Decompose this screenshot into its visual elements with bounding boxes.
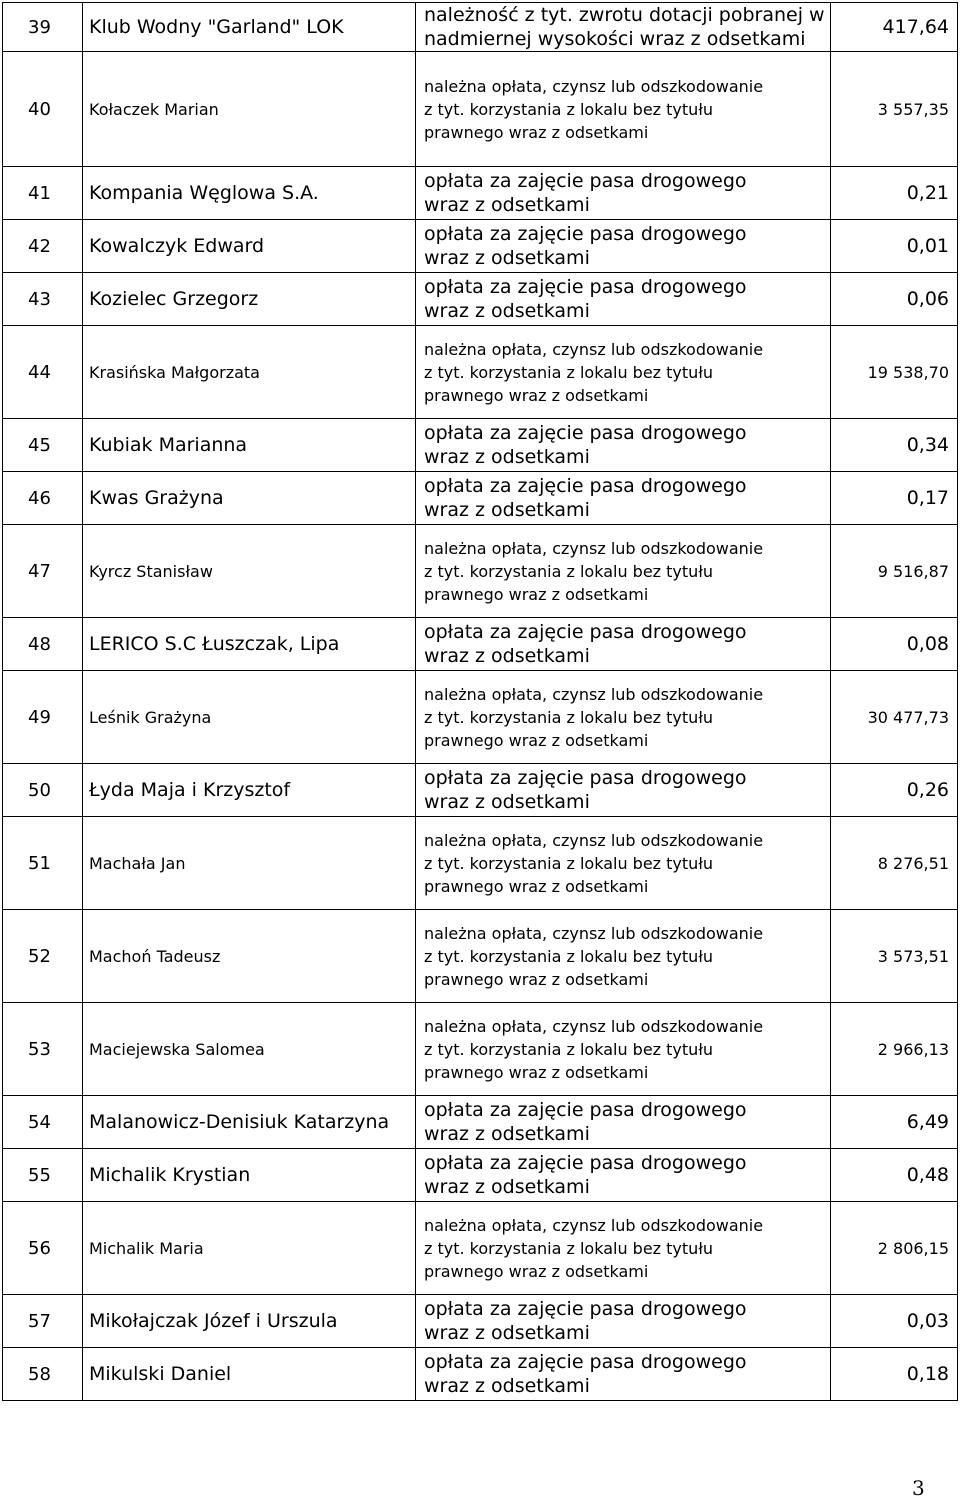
debt-description-line: wraz z odsetkami	[424, 791, 590, 813]
debt-description-line: z tyt. korzystania z lokalu bez tytułu	[424, 707, 713, 727]
debt-amount: 6,49	[831, 1096, 958, 1149]
debt-description-line: należna opłata, czynsz lub odszkodowanie	[424, 923, 764, 943]
debt-description	[416, 910, 831, 1003]
debt-description-line: wraz z odsetkami	[424, 300, 590, 322]
row-number: 57	[3, 1295, 83, 1348]
debtor-name: Leśnik Grażyna	[83, 671, 416, 764]
debt-description-line: z tyt. korzystania z lokalu bez tytułu	[424, 946, 713, 966]
debt-amount: 0,08	[831, 618, 958, 671]
debt-description-line: należna opłata, czynsz lub odszkodowanie	[424, 830, 764, 850]
debt-description	[416, 671, 831, 764]
debt-description	[416, 1202, 831, 1295]
debt-description-line: należna opłata, czynsz lub odszkodowanie	[424, 1016, 764, 1036]
debt-description-line: należna opłata, czynsz lub odszkodowanie	[424, 1215, 764, 1235]
debt-amount: 2 806,15	[831, 1202, 958, 1295]
table-row	[3, 817, 958, 910]
debt-description	[416, 1149, 831, 1202]
debtor-name: Kompania Węglowa S.A.	[83, 167, 416, 220]
row-number: 50	[3, 764, 83, 817]
debtor-name: Mikulski Daniel	[83, 1348, 416, 1401]
debt-description-line: opłata za zajęcie pasa drogowego	[424, 475, 747, 497]
row-number: 43	[3, 273, 83, 326]
debt-description	[416, 273, 831, 326]
debt-description	[416, 817, 831, 910]
debt-amount: 0,48	[831, 1149, 958, 1202]
debt-description-line: opłata za zajęcie pasa drogowego	[424, 1351, 747, 1373]
debt-description	[416, 52, 831, 167]
debt-amount: 0,03	[831, 1295, 958, 1348]
debtor-name: Malanowicz-Denisiuk Katarzyna	[83, 1096, 416, 1149]
debt-description-line: opłata za zajęcie pasa drogowego	[424, 1099, 747, 1121]
debt-description-line: wraz z odsetkami	[424, 1375, 590, 1397]
debtor-name: Michalik Krystian	[83, 1149, 416, 1202]
debt-description-line: należna opłata, czynsz lub odszkodowanie	[424, 76, 764, 96]
row-number: 41	[3, 167, 83, 220]
debtor-name: Kowalczyk Edward	[83, 220, 416, 273]
debt-description-line: prawnego wraz z odsetkami	[424, 1062, 649, 1082]
debt-description-line: wraz z odsetkami	[424, 645, 590, 667]
debt-amount: 0,26	[831, 764, 958, 817]
row-number: 51	[3, 817, 83, 910]
debt-amount: 0,06	[831, 273, 958, 326]
debtor-name: Krasińska Małgorzata	[83, 326, 416, 419]
debt-description-line: należna opłata, czynsz lub odszkodowanie	[424, 538, 764, 558]
debtor-name: Machoń Tadeusz	[83, 910, 416, 1003]
table-row	[3, 472, 958, 525]
debt-description	[416, 1003, 831, 1096]
row-number: 49	[3, 671, 83, 764]
debt-description-line: opłata za zajęcie pasa drogowego	[424, 276, 747, 298]
debt-amount: 2 966,13	[831, 1003, 958, 1096]
debt-description-line: wraz z odsetkami	[424, 499, 590, 521]
debt-description-line: prawnego wraz z odsetkami	[424, 385, 649, 405]
debt-description-line: prawnego wraz z odsetkami	[424, 584, 649, 604]
row-number: 55	[3, 1149, 83, 1202]
debtor-name: Machała Jan	[83, 817, 416, 910]
row-number: 42	[3, 220, 83, 273]
debt-description-line: wraz z odsetkami	[424, 247, 590, 269]
debt-description-line: wraz z odsetkami	[424, 446, 590, 468]
debt-description	[416, 419, 831, 472]
debt-description-line: z tyt. korzystania z lokalu bez tytułu	[424, 1238, 713, 1258]
debt-amount: 3 573,51	[831, 910, 958, 1003]
debt-description	[416, 1096, 831, 1149]
debt-description-line: opłata za zajęcie pasa drogowego	[424, 223, 747, 245]
debtor-name: Maciejewska Salomea	[83, 1003, 416, 1096]
table-row	[3, 525, 958, 618]
debt-description-line: prawnego wraz z odsetkami	[424, 1261, 649, 1281]
debt-description	[416, 167, 831, 220]
debt-description-line: opłata za zajęcie pasa drogowego	[424, 1298, 747, 1320]
debt-amount: 0,17	[831, 472, 958, 525]
debt-description-line: opłata za zajęcie pasa drogowego	[424, 1152, 747, 1174]
debt-description-line: opłata za zajęcie pasa drogowego	[424, 170, 747, 192]
debt-description	[416, 525, 831, 618]
debt-amount: 0,34	[831, 419, 958, 472]
debt-amount: 9 516,87	[831, 525, 958, 618]
debtor-name: Michalik Maria	[83, 1202, 416, 1295]
debt-description-line: z tyt. korzystania z lokalu bez tytułu	[424, 561, 713, 581]
debt-description-line: prawnego wraz z odsetkami	[424, 122, 649, 142]
debt-description-line: z tyt. korzystania z lokalu bez tytułu	[424, 1039, 713, 1059]
debt-description	[416, 764, 831, 817]
debtor-name: Kyrcz Stanisław	[83, 525, 416, 618]
row-number: 45	[3, 419, 83, 472]
debt-description-line: prawnego wraz z odsetkami	[424, 730, 649, 750]
table-row	[3, 419, 958, 472]
table-row	[3, 1003, 958, 1096]
table-row	[3, 326, 958, 419]
debtor-name: LERICO S.C Łuszczak, Lipa	[83, 618, 416, 671]
table-row	[3, 167, 958, 220]
debt-description-line: z tyt. korzystania z lokalu bez tytułu	[424, 853, 713, 873]
debtor-name: Mikołajczak Józef i Urszula	[83, 1295, 416, 1348]
debt-description-line: należna opłata, czynsz lub odszkodowanie	[424, 339, 764, 359]
debt-description-line: opłata za zajęcie pasa drogowego	[424, 621, 747, 643]
row-number: 40	[3, 52, 83, 167]
debt-amount: 30 477,73	[831, 671, 958, 764]
debt-description	[416, 618, 831, 671]
debt-amount: 417,64	[831, 3, 958, 52]
table-row	[3, 1202, 958, 1295]
debt-description-line: wraz z odsetkami	[424, 1176, 590, 1198]
debtors-table-body	[3, 3, 958, 1401]
debt-amount: 3 557,35	[831, 52, 958, 167]
debt-description-line: z tyt. korzystania z lokalu bez tytułu	[424, 99, 713, 119]
debtor-name: Kołaczek Marian	[83, 52, 416, 167]
debt-description	[416, 3, 831, 52]
debtor-name: Łyda Maja i Krzysztof	[83, 764, 416, 817]
table-row	[3, 618, 958, 671]
row-number: 46	[3, 472, 83, 525]
table-row	[3, 910, 958, 1003]
row-number: 47	[3, 525, 83, 618]
debt-description-line: wraz z odsetkami	[424, 1123, 590, 1145]
debt-description-line: wraz z odsetkami	[424, 194, 590, 216]
table-row	[3, 1096, 958, 1149]
debtor-name: Kozielec Grzegorz	[83, 273, 416, 326]
row-number: 56	[3, 1202, 83, 1295]
row-number: 58	[3, 1348, 83, 1401]
debt-amount: 19 538,70	[831, 326, 958, 419]
debt-description-line: opłata za zajęcie pasa drogowego	[424, 767, 747, 789]
debt-amount: 8 276,51	[831, 817, 958, 910]
debt-description	[416, 472, 831, 525]
table-row	[3, 1149, 958, 1202]
row-number: 48	[3, 618, 83, 671]
table-row	[3, 3, 958, 52]
debt-description-line: z tyt. korzystania z lokalu bez tytułu	[424, 362, 713, 382]
table-row	[3, 52, 958, 167]
debt-description-line: należność z tyt. zwrotu dotacji pobranej w	[424, 4, 825, 26]
debt-amount: 0,01	[831, 220, 958, 273]
debtors-table	[2, 2, 958, 1401]
debt-amount: 0,18	[831, 1348, 958, 1401]
row-number: 52	[3, 910, 83, 1003]
debtor-name: Kubiak Marianna	[83, 419, 416, 472]
row-number: 44	[3, 326, 83, 419]
row-number: 53	[3, 1003, 83, 1096]
debt-description-line: należna opłata, czynsz lub odszkodowanie	[424, 684, 764, 704]
table-row	[3, 273, 958, 326]
debtor-name: Klub Wodny "Garland" LOK	[83, 3, 416, 52]
debt-description-line: opłata za zajęcie pasa drogowego	[424, 422, 747, 444]
table-row	[3, 764, 958, 817]
table-row	[3, 220, 958, 273]
debt-description-line: nadmiernej wysokości wraz z odsetkami	[424, 28, 806, 50]
debt-description-line: prawnego wraz z odsetkami	[424, 969, 649, 989]
debtor-name: Kwas Grażyna	[83, 472, 416, 525]
page-number: 3	[912, 1476, 925, 1500]
debt-description	[416, 1348, 831, 1401]
table-row	[3, 1295, 958, 1348]
debt-description	[416, 326, 831, 419]
table-row	[3, 671, 958, 764]
debt-description-line: wraz z odsetkami	[424, 1322, 590, 1344]
debt-description-line: prawnego wraz z odsetkami	[424, 876, 649, 896]
debt-description	[416, 1295, 831, 1348]
debt-amount: 0,21	[831, 167, 958, 220]
debt-description	[416, 220, 831, 273]
row-number: 54	[3, 1096, 83, 1149]
table-row	[3, 1348, 958, 1401]
row-number: 39	[3, 3, 83, 52]
